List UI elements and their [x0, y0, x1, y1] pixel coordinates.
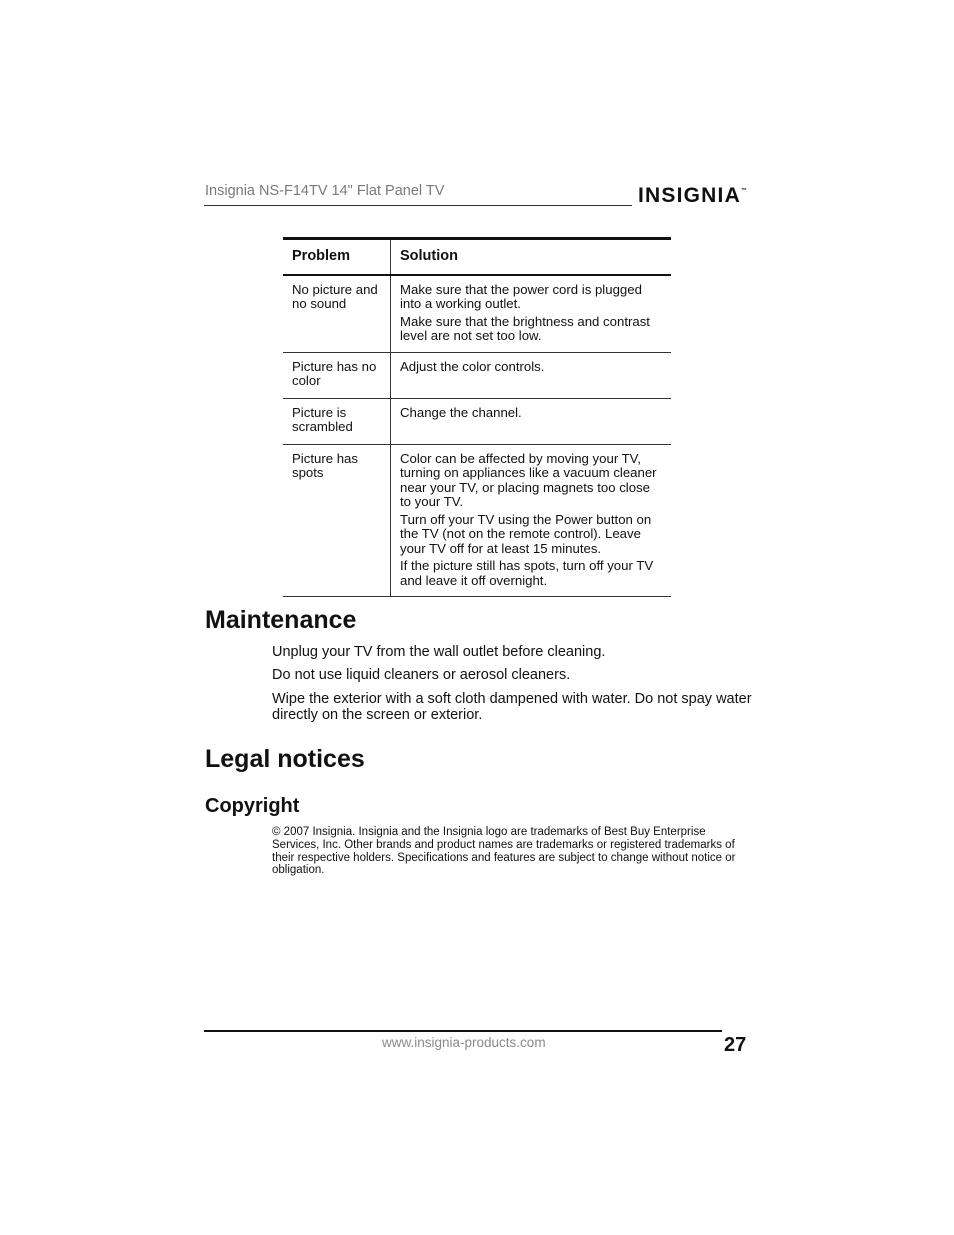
- footer-url: www.insignia-products.com: [382, 1035, 546, 1050]
- solution-text: Color can be affected by moving your TV, turning on appliances like a vacuum cleaner near your TV, or placing magnets too close to your TV.: [400, 450, 657, 509]
- header-title: Insignia NS-F14TV 14" Flat Panel TV: [205, 183, 445, 199]
- solution-cell: [391, 444, 672, 597]
- problem-cell: Picture has spots: [283, 444, 391, 597]
- problem-cell: Picture has no color: [283, 352, 391, 398]
- table-row: [283, 275, 671, 353]
- solution-cell: [391, 275, 672, 353]
- copyright-heading: Copyright: [205, 795, 300, 817]
- problem-cell: Picture is scrambled: [283, 398, 391, 444]
- troubleshooting-table: [283, 237, 671, 597]
- solution-cell: [391, 352, 672, 398]
- insignia-logo: INSIGNIA™: [638, 184, 747, 207]
- footer-rule: [204, 1030, 722, 1032]
- problem-cell: No picture and no sound: [283, 275, 391, 353]
- maintenance-paragraph: Wipe the exterior with a soft cloth dampened with water. Do not spay water directly on the screen or exterior.: [272, 691, 752, 723]
- page-number: 27: [724, 1034, 747, 1056]
- table-row: [283, 352, 671, 398]
- solution-text: Make sure that the power cord is plugged into a working outlet.: [400, 281, 642, 311]
- solution-text: Adjust the color controls.: [400, 358, 545, 374]
- table-row: [283, 444, 671, 597]
- maintenance-paragraph: Unplug your TV from the wall outlet before cleaning.: [272, 644, 606, 660]
- maintenance-heading: Maintenance: [205, 606, 357, 634]
- solution-text: Change the channel.: [400, 404, 522, 420]
- copyright-text: © 2007 Insignia. Insignia and the Insignia logo are trademarks of Best Buy Enterprise Services, Inc. Other brands and product names are trademarks or registered trademarks of their respective holders. Specifications and features are subject to change without notice or obligation.: [272, 826, 736, 877]
- maintenance-paragraph: Do not use liquid cleaners or aerosol cleaners.: [272, 667, 571, 683]
- solution-text: Turn off your TV using the Power button on the TV (not on the remote control). Leave your TV off for at least 15 minutes.: [400, 511, 652, 556]
- solution-text: Make sure that the brightness and contrast level are not set too low.: [400, 313, 650, 343]
- header-rule: [204, 205, 632, 206]
- table-row: [283, 398, 671, 444]
- column-header-problem: Problem: [283, 239, 391, 275]
- solution-cell: [391, 398, 672, 444]
- table-header-row: [283, 239, 671, 275]
- legal-notices-heading: Legal notices: [205, 745, 365, 773]
- column-header-solution: Solution: [391, 239, 672, 275]
- solution-text: If the picture still has spots, turn off your TV and leave it off overnight.: [400, 558, 654, 588]
